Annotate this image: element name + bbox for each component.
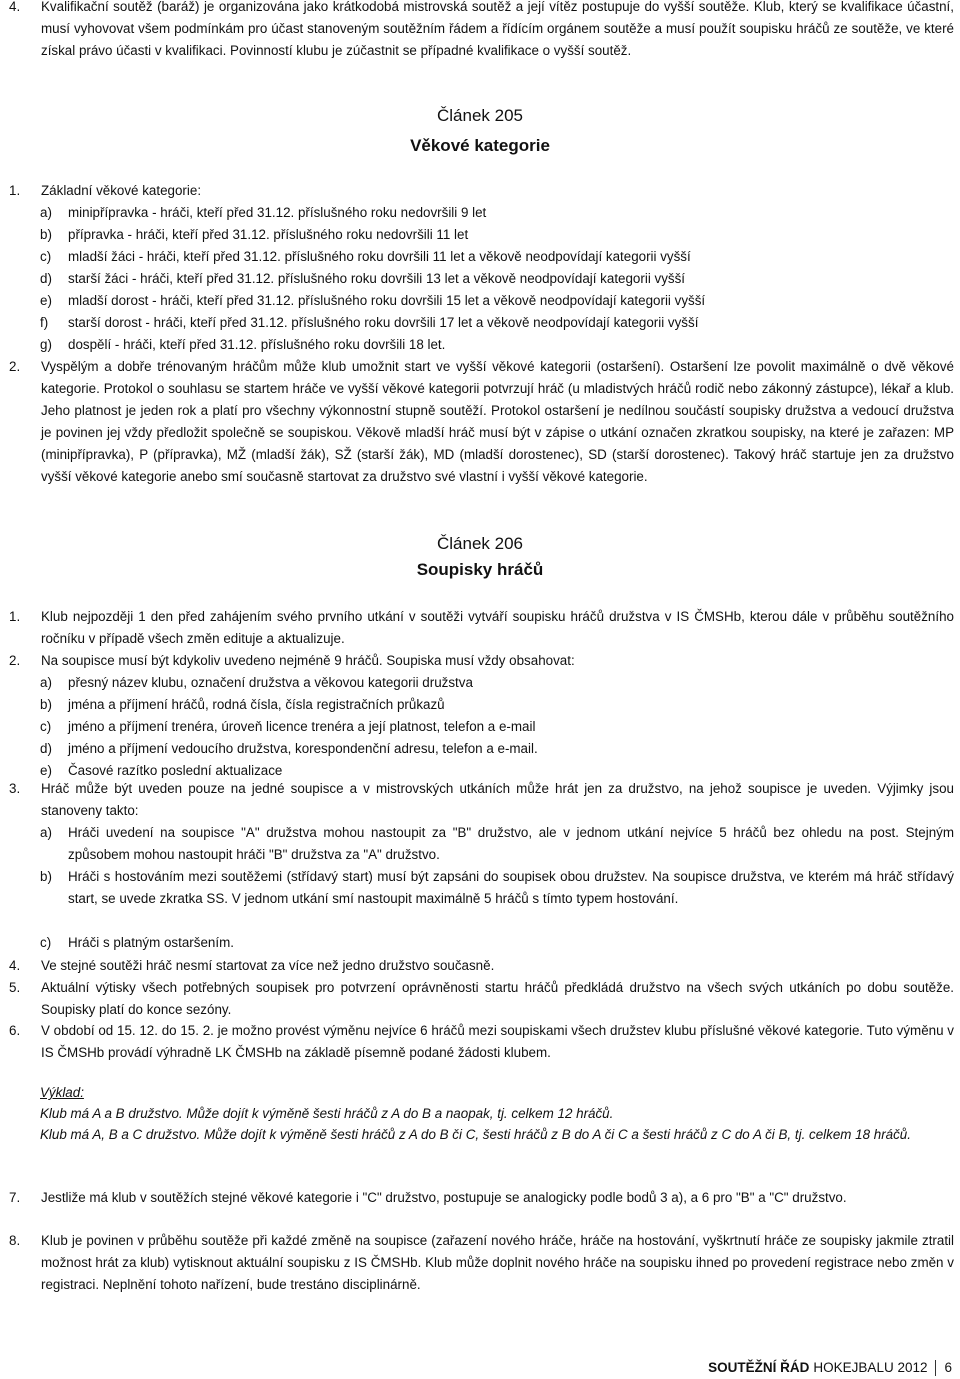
item-text: Klub je povinen v průběhu soutěže při každé změně na soupisce (zařazení nového hráče, hráče na hostování, vyškrtnutí hráče ze soupisky jakmile ztratil možnost hrát za klub) vytisknout aktuální soupisku z IS ČMSHb. Klub může doplnit nového hráče na soupisku ihned po provedení registrace nebo změn v registraci. Neplnění tohoto nařízení, bude trestáno disciplinárně.: [41, 1233, 954, 1292]
roster-content-b: [40, 694, 954, 716]
interpretation-line-1: Klub má A a B družstvo. Může dojít k výměně šesti hráčů z A do B a naopak, tj. celkem 12 hráčů.: [40, 1106, 614, 1121]
item-text: Ve stejné soutěži hráč nesmí startovat za více než jedno družstvo současně.: [41, 958, 495, 973]
interpretation-label: Výklad:: [40, 1085, 84, 1100]
list-letter: c): [40, 249, 52, 264]
article-206-item-6: [9, 1020, 954, 1064]
age-category-f: [40, 312, 954, 334]
list-text: Hráči s hostováním mezi soutěžemi (střídavý start) musí být zapsáni do soupisek obou družstev. Na soupisce družstva, ve kterém má hráč střídavý start, se uvede zkratka SS. V jednom utkání smí nastoupit maximálně 5 hráčů s tímto typem hostování.: [68, 869, 954, 906]
list-letter: a): [40, 825, 52, 840]
article-206-item-8: [9, 1230, 954, 1296]
item-text: Hráč může být uveden pouze na jedné soupisce a v mistrovských utkáních může hrát jen za družstvo, na jehož soupisce je uveden. Výjimky jsou stanoveny takto:: [41, 781, 954, 818]
age-category-c: [40, 246, 954, 268]
article-205-item-1: [9, 180, 954, 202]
footer-subtitle: HOKEJBALU 2012: [813, 1360, 928, 1375]
article-205-title: Věkové kategorie: [410, 136, 550, 155]
article-206-item-5: [9, 977, 954, 1021]
article-206-title: Soupisky hráčů: [416, 560, 544, 579]
list-letter: b): [40, 227, 52, 242]
article-205-number: Článek 205: [436, 106, 523, 125]
item-text: Klub nejpozději 1 den před zahájením svého prvního utkání v soutěži vytváří soupisku hráčů družstva v IS ČMSHb, kterou dále v průběhu soutěžního ročníku v případě všech změn edituje a aktualizuje.: [41, 609, 954, 646]
list-text: jméno a příjmení trenéra, úroveň licence trenéra a její platnost, telefon a e-mail: [68, 719, 536, 734]
item-number: 2.: [9, 359, 21, 374]
item-number: 7.: [9, 1190, 21, 1205]
list-text: Hráči uvedení na soupisce "A" družstva mohou nastoupit za "B" družstvo, ale v jednom utkání nejvíce 5 hráčů bez ohledu na post. Stejným způsobem mohou nastoupit hráči "B" družstva za "A" družstvo.: [68, 825, 954, 862]
article-205-item-2: [9, 356, 954, 488]
roster-content-c: [40, 716, 954, 738]
item-number: 2.: [9, 653, 21, 668]
item-number: 1.: [9, 609, 21, 624]
article-206-item-7: [9, 1187, 954, 1209]
footer-divider: [935, 1360, 936, 1376]
list-letter: a): [40, 205, 52, 220]
age-category-a: [40, 202, 954, 224]
list-letter: g): [40, 337, 52, 352]
list-letter: f): [40, 315, 49, 330]
list-text: přípravka - hráči, kteří před 31.12. příslušného roku nedovršili 11 let: [68, 227, 469, 242]
list-text: dospělí - hráči, kteří před 31.12. příslušného roku dovršili 18 let.: [68, 337, 446, 352]
age-category-b: [40, 224, 954, 246]
list-letter: b): [40, 869, 52, 884]
article-206-item-1: [9, 606, 954, 650]
list-letter: e): [40, 763, 52, 778]
interpretation-line-2: Klub má A, B a C družstvo. Může dojít k výměně šesti hráčů z A do B či C, šesti hráčů z B do A či C a šesti hráčů z C do A či B, tj. celkem 18 hráčů.: [40, 1127, 911, 1142]
page-footer: [708, 1360, 952, 1376]
item-number: 5.: [9, 980, 21, 995]
exception-a: [40, 822, 954, 866]
list-letter: d): [40, 271, 52, 286]
age-category-g: [40, 334, 954, 356]
roster-content-a: [40, 672, 954, 694]
list-letter: a): [40, 675, 52, 690]
list-text: přesný název klubu, označení družstva a věkovou kategorii družstva: [68, 675, 473, 690]
item-text: Vyspělým a dobře trénovaným hráčům může klub umožnit start ve vyšší věkové kategorii (ostaršení). Ostaršení lze povolit maximálně o dvě věkové kategorie. Protokol o souhlasu se startem hráče ve vyšší věkové kategorii potvrzují hráč (u mladistvých hráčů rodič nebo zákonný zástupce), lékař a klub. Jeho platnost je jeden rok a platí pro všechny výkonnostní stupně soutěží. Protokol ostaršení je nedílnou součástí soupisky družstva a vedoucí družstva je povinen jej vždy předložit společně se soupiskou. Věkově mladší hráč musí být v zápise o utkání označen zkratkou soupisky, na které je zařazen: MP (minipřípravka), P (přípravka), MŽ (mladší žák), SŽ (starší žák), MD (mladší dorostenec), SD (starší dorostenec). Takový hráč startuje jen za družstvo vyšší věkové kategorie anebo smí současně startovat za družstvo své vlastní i vyšší věkové kategorie.: [41, 359, 954, 484]
list-letter: d): [40, 741, 52, 756]
list-letter: e): [40, 293, 52, 308]
item-number: 4.: [9, 0, 21, 14]
exception-c: [40, 932, 954, 954]
article-206-item-2: [9, 650, 954, 672]
age-category-d: [40, 268, 954, 290]
item-number: 4.: [9, 958, 21, 973]
list-letter: b): [40, 697, 52, 712]
list-text: starší dorost - hráči, kteří před 31.12. příslušného roku dovršili 17 let a věkově neodpovídají kategorii vyšší: [68, 315, 699, 330]
article-206-item-3: [9, 778, 954, 822]
list-text: jméno a příjmení vedoucího družstva, korespondenční adresu, telefon a e-mail.: [68, 741, 538, 756]
item-number: 1.: [9, 183, 21, 198]
item-text: Aktuální výtisky všech potřebných soupisek pro potvrzení oprávněnosti startu hráčů předkládá družstvo na všech svých utkáních po dobu soutěže. Soupisky platí do konce sezóny.: [41, 980, 954, 1017]
list-text: jména a příjmení hráčů, rodná čísla, čísla registračních průkazů: [68, 697, 445, 712]
item-text: Jestliže má klub v soutěžích stejné věkové kategorie i "C" družstvo, postupuje se analogicky podle bodů 3 a), a 6 pro "B" a "C" družstvo.: [41, 1190, 847, 1205]
item-number: 3.: [9, 781, 21, 796]
list-text: mladší žáci - hráči, kteří před 31.12. příslušného roku dovršili 11 let a věkově neodpovídají kategorii vyšší: [68, 249, 691, 264]
item-text: Na soupisce musí být kdykoliv uvedeno nejméně 9 hráčů. Soupiska musí vždy obsahovat:: [41, 653, 575, 668]
list-text: starší žáci - hráči, kteří před 31.12. příslušného roku dovršili 13 let a věkově neodpovídají kategorii vyšší: [68, 271, 686, 286]
interpretation-note: [40, 1082, 956, 1145]
rule-item-4: [9, 0, 954, 62]
item-text: Základní věkové kategorie:: [41, 183, 202, 198]
list-letter: c): [40, 719, 52, 734]
item-number: 6.: [9, 1023, 21, 1038]
roster-content-d: [40, 738, 954, 760]
item-text: V období od 15. 12. do 15. 2. je možno provést výměnu nejvíce 6 hráčů mezi soupiskami všech družstev klubu příslušné věkové kategorie. Tuto výměnu v IS ČMSHb provádí výhradně LK ČMSHb na základě písemně podané žádosti klubem.: [41, 1023, 954, 1060]
page-number: 6: [944, 1360, 952, 1375]
item-number: 8.: [9, 1233, 21, 1248]
item-text: Kvalifikační soutěž (baráž) je organizována jako krátkodobá mistrovská soutěž a její vítěz postupuje do vyšší soutěže. Klub, který se kvalifikace účastní, musí vyhovovat všem podmínkám pro účast stanoveným soutěžním řádem a řídícím orgánem soutěže a musí použít soupisku hráčů ze soutěže, ve které získal právo účasti v kvalifikaci. Povinností klubu je zúčastnit se případné kvalifikace o vyšší soutěž.: [41, 0, 954, 58]
exception-b: [40, 866, 954, 910]
article-206-number: Článek 206: [436, 534, 523, 553]
list-text: minipřípravka - hráči, kteří před 31.12. příslušného roku nedovršili 9 let: [68, 205, 487, 220]
article-206-item-4: [9, 955, 954, 977]
list-text: Hráči s platným ostaršením.: [68, 935, 234, 950]
list-letter: c): [40, 935, 52, 950]
list-text: Časové razítko poslední aktualizace: [68, 763, 283, 778]
age-category-e: [40, 290, 954, 312]
list-text: mladší dorost - hráči, kteří před 31.12. příslušného roku dovršili 15 let a věkově neodpovídají kategorii vyšší: [68, 293, 706, 308]
footer-title: SOUTĚŽNÍ ŘÁD: [708, 1360, 810, 1375]
